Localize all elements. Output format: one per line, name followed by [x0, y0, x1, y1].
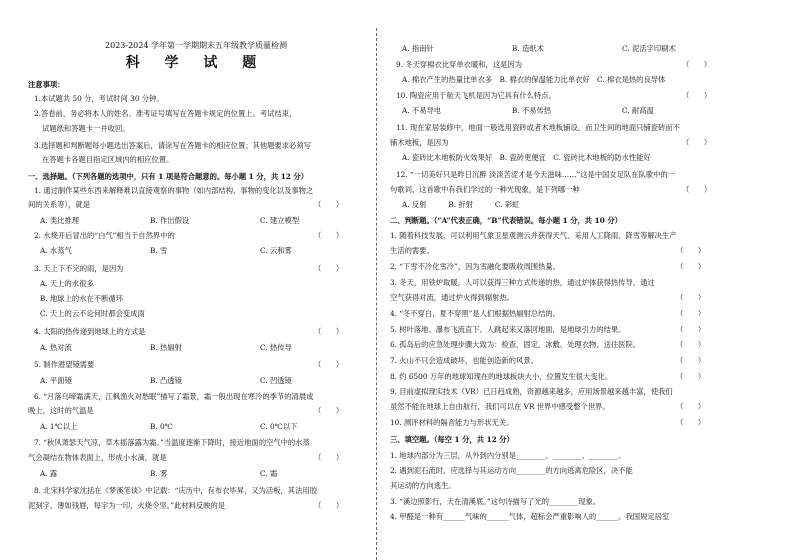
question-line: 4. 太阳的热传递到地球上的方式是 [34, 327, 146, 336]
option: A. 天上的水很多 [40, 279, 94, 288]
notice-item: 2.答卷前，务必将本人的姓名、准考证号填写在答题卡规定的位置上。考试结束， [34, 109, 297, 118]
judge-line: 2. “下雪不冷化雪冷”，因为雪融化要吸收周围热量。 [390, 262, 560, 271]
answer-paren: （ ） [676, 340, 706, 349]
section-title: 二、判断题。（“A”代表正确，“B”代表错误。每小题 1 分，共 10 分） [390, 216, 622, 225]
answer-paren: （ ） [676, 293, 706, 302]
option: C. 泥活字印刷术 [622, 44, 676, 53]
question-line: 11. 现在家居装修中，地面一般选用瓷砖或者木地板铺设，而卫生间的地面只铺瓷砖而不 [396, 123, 680, 132]
answer-paren: （ ） [682, 91, 712, 100]
option: B. 热辐射 [150, 343, 182, 352]
option: A. 不易导电 [402, 106, 442, 115]
judge-line: 4. “冬不穿白，夏不穿黑”是人们根据热辐射总结的。 [390, 309, 560, 318]
answer-paren: （ ） [676, 372, 706, 381]
question-line: 3. 天上下不完的雨，是因为 [34, 264, 124, 273]
notice-item: 1.本试题共 50 分，考试时间 30 分钟。 [34, 94, 164, 103]
question-line: 2. 水烧开后冒出的“白气”相当于自然界中的 [34, 231, 175, 240]
answer-paren: （ ） [682, 185, 712, 194]
answer-paren: （ ） [676, 402, 706, 411]
answer-paren: （ ） [314, 264, 344, 273]
judge-line: 3. 冬天，用铁炉取暖，人可以获得三种方式传递的热，通过炉体获得热传导，通过 [390, 278, 655, 287]
answer-paren: （ ） [314, 360, 344, 369]
option: A. 水蒸气 [40, 246, 72, 255]
answer-paren: （ ） [314, 406, 344, 415]
option: B. 凸透镜 [150, 376, 182, 385]
judge-line: 5. 树叶落地、瀑布飞流直下、人跳起来又落回地面，是地球引力的结果。 [390, 325, 626, 334]
judge-line: 9. 目前虚拟现实技术（VR）已日趋成熟，资源越来越多，应用场景越来越丰富，使我们 [390, 387, 673, 396]
section-title: 三、填空题。（每空 1 分，共 12 分） [390, 435, 514, 444]
option: A. 指南针 [402, 44, 434, 53]
answer-paren: （ ） [676, 262, 706, 271]
option-line: A. 反射 B. 折射 C. 彩虹 [402, 200, 520, 209]
question-line: 9. 冬天穿棉衣比穿单衣暖和，这是因为 [396, 60, 523, 69]
option: C. 0℃以下 [260, 422, 298, 431]
question-line: 1. 通过制作某些东西来解释难以直接观察的事物（如内部结构、事物的变化以及事物之 [34, 186, 314, 195]
option: A. 露 [40, 469, 58, 478]
section-title: 一、选择题。（下列各题的选项中，只有 1 项是符合题意的。每小题 1 分，共 12 分） [28, 172, 308, 181]
judge-line: 生活的需要。 [390, 246, 434, 255]
question-line: 5. 制作潜望镜需要 [34, 360, 95, 369]
answer-paren: （ ） [676, 356, 706, 365]
fill-line: 2. 遇到泥石流时，应选择与其运动方向________的方向逃离危险区，决不能 [390, 466, 633, 475]
judge-line: 1. 随着科技发展，可以利用气象卫星观测云并获得天气、采用人工降雨、降雪等解决生产 [390, 231, 677, 240]
answer-paren: （ ） [314, 231, 344, 240]
option: C. 建立模型 [260, 216, 300, 225]
fill-line: 1. 地球内部分为三层，从外到内分别是________、________、________。 [390, 451, 626, 460]
fill-line: 4. 甲醛是一种有______气味的______气体，超标会严重影响人的______。我国规定居室 [390, 512, 670, 521]
subject-title: 科 学 试 题 [125, 55, 267, 71]
exam-title: 2023-2024 学年第一学期期末五年级教学质量检测 [105, 41, 287, 50]
answer-paren: （ ） [314, 200, 344, 209]
answer-paren: （ ） [676, 309, 706, 318]
question-line: 气会凝结在物体表面上，形成小水滴，就是 [28, 453, 167, 462]
answer-paren: （ ） [676, 418, 706, 427]
option: C. 云和雾 [260, 246, 292, 255]
option: B. 雪 [150, 246, 168, 255]
option-line: A. 瓷砖比木地板防火效果好 B. 瓷砖更便宜 C. 瓷砖比木地板的防水性能好 [402, 153, 651, 162]
question-line: 句歌词，这首歌中有我们学过的一种光现象，是下列哪一种 [390, 185, 580, 194]
question-line: 7. “秋风萧瑟天气凉，草木摇落露为霜。”当温度逐渐下降时，接近地面的空气中的水蒸 [34, 438, 310, 447]
question-line: 8. 北宋科学家沈括在《梦溪笔谈》中记载：“庆历中，有布衣毕昇，又为活板，其法用胶 [34, 486, 317, 495]
option: B. 造纸术 [512, 44, 544, 53]
answer-paren: （ ） [676, 325, 706, 334]
fill-line: 其运动的方向逃生。 [390, 481, 456, 490]
judge-line: 7. 火山不只会造成破坏，也能创造新的风景。 [390, 356, 538, 365]
question-line: 10. 陶瓷应用于航天飞机是因为它具有什么特点。 [396, 91, 556, 100]
answer-paren: （ ） [682, 138, 712, 147]
option: B. 作出假设 [150, 216, 190, 225]
option: C. 天上的云不论何时都会变成雨 [40, 309, 145, 318]
option: A. 平面镜 [40, 376, 72, 385]
judge-line: 空气获得对流，通过炉火得到辐射热。 [390, 293, 515, 302]
question-line: 泥刻字，薄如钱唇，每字为一印，火烧令坚。”此材料反映的是 [28, 501, 226, 510]
option: C. 热传导 [260, 343, 292, 352]
judge-line: 10. 测评材料的隔音能力与形状无关。 [390, 418, 514, 427]
option: C. 耐高温 [622, 106, 654, 115]
question-line: 间的关系等），就是 [28, 200, 91, 209]
notice-item: 3.选择题和判断题每小题选出答案后，请涂写在答题卡的相应位置；其他题要求必须写 [34, 141, 311, 150]
notice-item: 在答题卡各题目指定区域内的相应位置。 [42, 155, 174, 164]
answer-paren: （ ） [314, 327, 344, 336]
option: B. 地球上的水在不断循环 [40, 294, 123, 303]
option: B. 不易传热 [512, 106, 552, 115]
answer-paren: （ ） [314, 453, 344, 462]
option: A. 热对流 [40, 343, 72, 352]
option: C. 凹透镜 [260, 376, 292, 385]
answer-paren: （ ） [682, 60, 712, 69]
judge-line: 8. 约 6500 万年的地球知现在的地球板块大小，位置发生很大变化。 [390, 372, 613, 381]
question-line: 铺木地板，是因为 [390, 138, 449, 147]
notice-title: 注意事项： [28, 80, 65, 89]
fill-line: 3. “溪边照影行，天在清溪底。”这句诗描写了光的________现象。 [390, 497, 601, 506]
answer-paren: （ ） [676, 246, 706, 255]
option: A. 类比推理 [40, 216, 80, 225]
question-line: 晚上，这时的气温是 [28, 406, 94, 415]
option: B. 雾 [150, 469, 168, 478]
option: C. 霜 [260, 469, 278, 478]
column-divider [376, 28, 377, 560]
option: A. 1℃以上 [40, 422, 78, 431]
judge-line: 6. 孤岛后的应急处理步骤大致为：检查、固定、冰敷、处理衣物、送往医院。 [390, 340, 641, 349]
judge-line: 虽然不能在地球上自由航行，我们可以在 VR 世界中感受整个世界。 [390, 402, 610, 411]
question-line: 6. “月落乌啼霜满天，江枫渔火对愁眠”描写了霜景，霜一般出现在寒冷的季节的清晨或 [34, 392, 314, 401]
notice-item: 试题纸和答题卡一并收回。 [42, 124, 130, 133]
option: B. 0℃ [150, 422, 173, 431]
question-line: 12. “一切美好只是昨日沉醉 淡淡苦涩才是今天滋味……”这是中国女足队在队歌中的一 [396, 170, 676, 179]
answer-paren: （ ） [314, 501, 344, 510]
option-line: A. 棉衣产生的热量比单衣多 B. 棉衣的保温能力比单衣好 C. 棉衣是热的良导体 [402, 75, 666, 84]
